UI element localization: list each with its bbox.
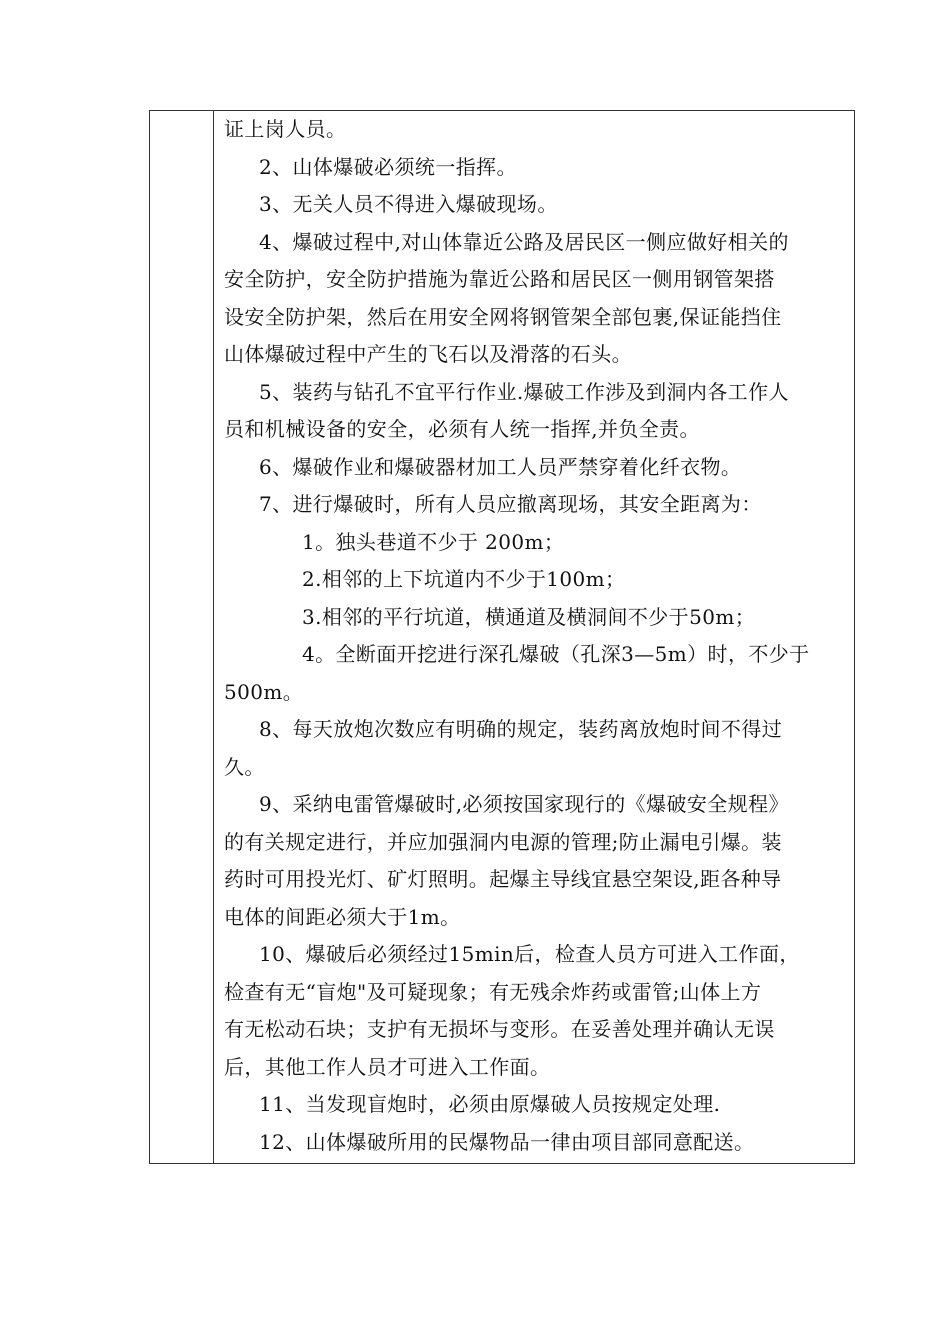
text-line: 10、爆破后必须经过15min后，检查人员方可进入工作面， <box>259 942 800 966</box>
document-table <box>149 110 855 1164</box>
text-line: 11、当发现盲炮时，必须由原爆破人员按规定处理. <box>259 1092 721 1116</box>
text-line: 3.相邻的平行坑道，横通道及横洞间不少于50m； <box>302 604 756 629</box>
text-line: 12、山体爆破所用的民爆物品一律由项目部同意配送。 <box>259 1129 755 1154</box>
text-line: 设安全防护架，然后在用安全网将钢管架全部包裹,保证能挡住 <box>224 304 782 329</box>
text-line: 员和机械设备的安全，必须有人统一指挥,并负全责。 <box>224 417 700 441</box>
text-line: 山体爆破过程中产生的飞石以及滑落的石头。 <box>224 342 632 366</box>
text-line: 电体的间距必须大于1m。 <box>224 904 461 929</box>
left-label-column <box>150 111 214 1163</box>
text-line: 4。全断面开挖进行深孔爆破（孔深3—5m）时，不少于 <box>302 642 810 666</box>
text-line: 7、进行爆破时，所有人员应撤离现场，其安全距离为： <box>259 492 762 516</box>
text-line: 5、装药与钻孔不宜平行作业.爆破工作涉及到洞内各工作人 <box>259 379 789 404</box>
text-line: 久。 <box>224 754 265 779</box>
text-line: 2.相邻的上下坑道内不少于100m； <box>302 567 626 591</box>
text-line: 9、采纳电雷管爆破时,必须按国家现行的《爆破安全规程》 <box>259 792 789 816</box>
text-line: 8、每天放炮次数应有明确的规定，装药离放炮时间不得过 <box>259 717 783 741</box>
text-line: 500m。 <box>224 679 304 704</box>
text-line: 有无松动石块；支护有无损坏与变形。在妥善处理并确认无误 <box>224 1017 775 1041</box>
text-line: 1。独头巷道不少于 200m； <box>302 529 565 554</box>
text-line: 3、无关人员不得进入爆破现场。 <box>259 192 558 216</box>
text-line: 2、山体爆破必须统一指挥。 <box>259 154 517 179</box>
text-line: 后，其他工作人员才可进入工作面。 <box>224 1054 551 1079</box>
text-line: 药时可用投光灯、矿灯照明。起爆主导线宜悬空架设,距各种导 <box>224 867 782 891</box>
text-line: 安全防护，安全防护措施为靠近公路和居民区一侧用钢管架搭 <box>224 267 775 291</box>
content-cell <box>214 111 854 1163</box>
text-line: 证上岗人员。 <box>224 117 347 141</box>
text-line: 6、爆破作业和爆破器材加工人员严禁穿着化纤衣物。 <box>259 454 742 479</box>
text-line: 检查有无“盲炮"及可疑现象；有无残余炸药或雷管;山体上方 <box>224 979 762 1004</box>
text-line: 的有关规定进行，并应加强洞内电源的管理;防止漏电引爆。装 <box>224 829 782 854</box>
text-line: 4、爆破过程中,对山体靠近公路及居民区一侧应做好相关的 <box>259 229 789 254</box>
